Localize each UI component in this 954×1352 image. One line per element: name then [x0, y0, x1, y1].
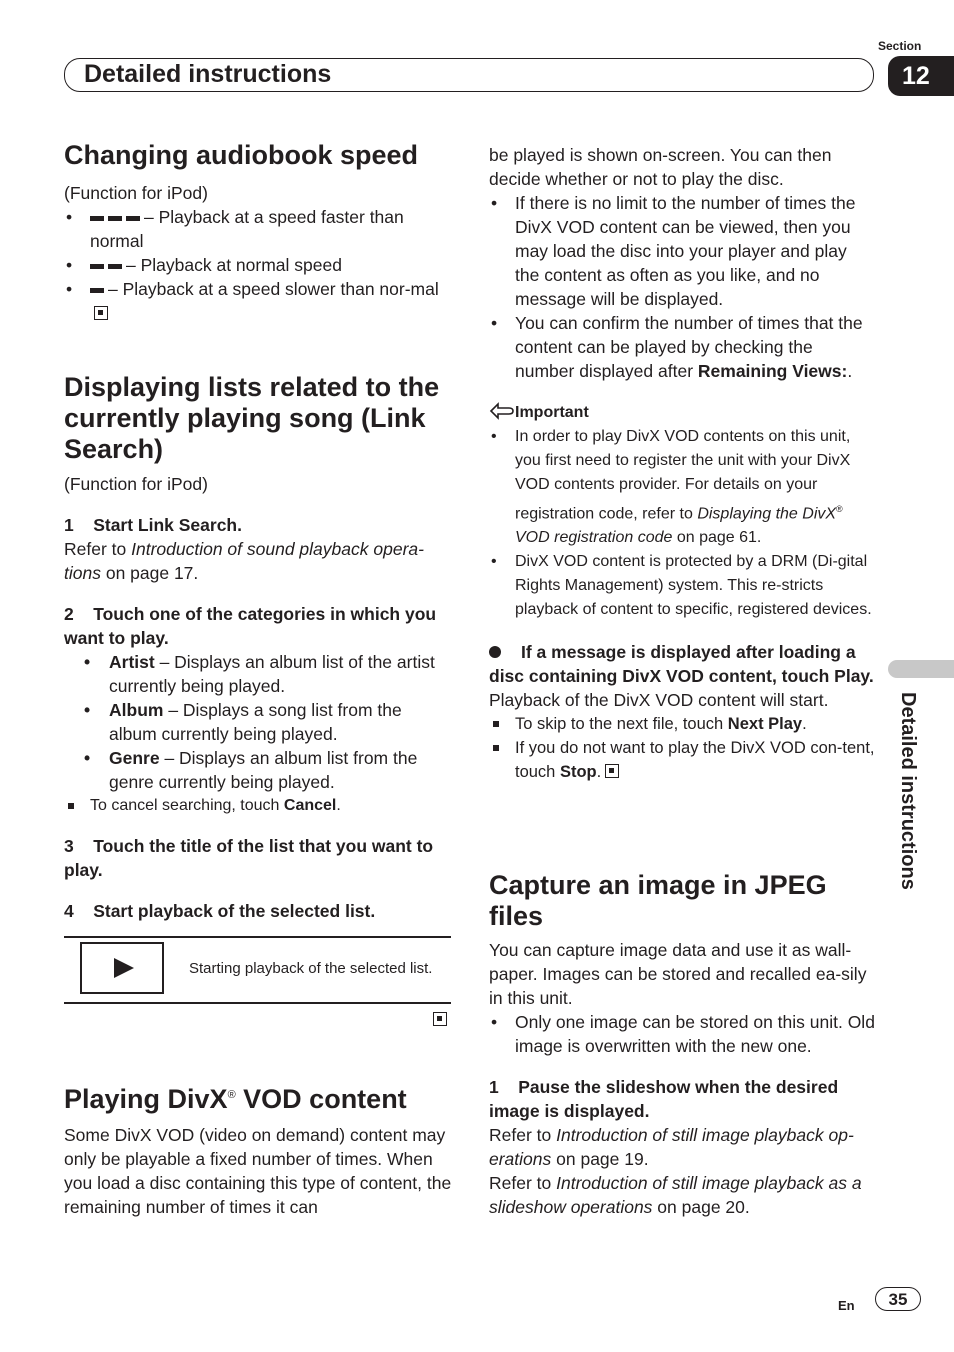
divx-continued: be played is shown on-screen. You can then decide whether or not to play the disc.	[489, 145, 832, 189]
end-mark-icon	[605, 764, 619, 778]
important-register: • In order to play DivX VOD contents on this unit, you first need to register the unit with your DivX VOD contents provider. For details on your registration code, refer to Displaying the DivX® VOD registration code on page 61.	[489, 425, 875, 550]
divx-section	[64, 1080, 454, 1219]
linksearch-title: Displaying lists related to the currently playing song (Link Search)	[64, 372, 440, 464]
linksearch-section	[64, 372, 454, 923]
left-column	[64, 140, 454, 325]
jpeg-ref-2: Refer to Introduction of still image playback as a slideshow operations on page 20.	[489, 1173, 862, 1217]
speed-slow-icon	[90, 279, 108, 299]
message-result: Playback of the DivX VOD content will start.	[489, 690, 829, 711]
side-tab-marker	[888, 660, 954, 678]
category-artist: • Artist – Displays an album list of the artist currently being played.	[64, 650, 454, 698]
speed-fast-icon	[90, 207, 144, 227]
speed-slow-item: • – Playback at a speed slower than nor-mal	[64, 277, 454, 325]
side-tab-text: Detailed instructions	[897, 692, 919, 890]
step-1-reference: Refer to Introduction of sound playback opera-tions on page 17.	[64, 539, 424, 583]
section-number-badge: 12	[888, 56, 954, 96]
important-icon	[489, 402, 515, 420]
jpeg-bullets	[489, 1010, 875, 1058]
category-genre: • Genre – Displays an album list from the genre currently being played.	[64, 746, 454, 794]
message-notes	[489, 712, 875, 784]
category-list	[64, 650, 454, 818]
jpeg-section	[489, 870, 875, 1219]
speed-list	[64, 205, 454, 325]
section-label: Section	[878, 39, 922, 53]
skip-note: To skip to the next file, touch Next Play.	[489, 712, 875, 736]
jpeg-title: Capture an image in JPEG files	[489, 870, 827, 931]
jpeg-step-1: 1 Pause the slideshow when the desired image is displayed.	[489, 1077, 839, 1121]
message-step: If a message is displayed after loading a disc containing DivX VOD content, touch Play.	[489, 642, 874, 687]
cancel-note: To cancel searching, touch Cancel.	[64, 794, 454, 818]
play-icon	[114, 958, 134, 978]
important-list	[489, 425, 875, 622]
divx-intro: Some DivX VOD (video on demand) content may only be playable a fixed number of times. When you load a disc containing this type of content, the remaining number of times it can	[64, 1125, 452, 1217]
category-album: • Album – Displays a song list from the album currently being played.	[64, 698, 454, 746]
page-number: 35	[875, 1287, 921, 1311]
audiobook-title: Changing audiobook speed	[64, 140, 419, 170]
page-header-title: Detailed instructions	[84, 60, 332, 88]
audiobook-function-note: (Function for iPod)	[64, 183, 208, 203]
jpeg-ref-1: Refer to Introduction of still image playback op-erations on page 19.	[489, 1125, 854, 1169]
right-column	[489, 143, 875, 784]
linksearch-function-note: (Function for iPod)	[64, 474, 208, 494]
speed-normal-icon	[90, 255, 126, 275]
divx-bullet-unlimited: • If there is no limit to the number of times the DivX VOD content can be viewed, then you may load the disc into your player and play the content as often as you like, and no message will be displayed.	[489, 191, 875, 311]
table-description: Starting playback of the selected list.	[189, 960, 433, 977]
important-drm: • DivX VOD content is protected by a DRM (Di-gital Rights Management) system. This re-stricts playback of content to specific, registered devices.	[489, 550, 875, 622]
step-1: 1 Start Link Search.	[64, 515, 242, 535]
step-4: 4 Start playback of the selected list.	[64, 901, 376, 921]
jpeg-bullet: • Only one image can be stored on this unit. Old image is overwritten with the new one.	[489, 1010, 875, 1058]
speed-normal-item: • – Playback at normal speed	[64, 253, 454, 277]
table-top-rule	[64, 936, 451, 938]
important-heading: Important	[489, 401, 875, 425]
divx-title: Playing DivX® VOD content	[64, 1084, 407, 1114]
bullet-dot-icon	[489, 646, 501, 658]
step-2: 2 Touch one of the categories in which you want to play.	[64, 604, 437, 648]
divx-bullet-remaining: • You can confirm the number of times that the content can be played by checking the number displayed after Remaining Views:.	[489, 311, 875, 383]
stop-note: If you do not want to play the DivX VOD con-tent, touch Stop.	[489, 736, 875, 784]
speed-fast-item: • – Playback at a speed faster than normal	[64, 205, 454, 253]
play-button-illustration	[80, 942, 164, 994]
end-mark-icon	[433, 1012, 447, 1026]
divx-bullets	[489, 191, 875, 383]
end-mark-icon	[94, 306, 108, 320]
footer-language: En	[838, 1298, 855, 1313]
table-bottom-rule	[64, 1002, 451, 1004]
jpeg-intro: You can capture image data and use it as wall-paper. Images can be stored and recalled ea-sily in this unit.	[489, 940, 867, 1008]
step-3: 3 Touch the title of the list that you want to play.	[64, 836, 434, 880]
